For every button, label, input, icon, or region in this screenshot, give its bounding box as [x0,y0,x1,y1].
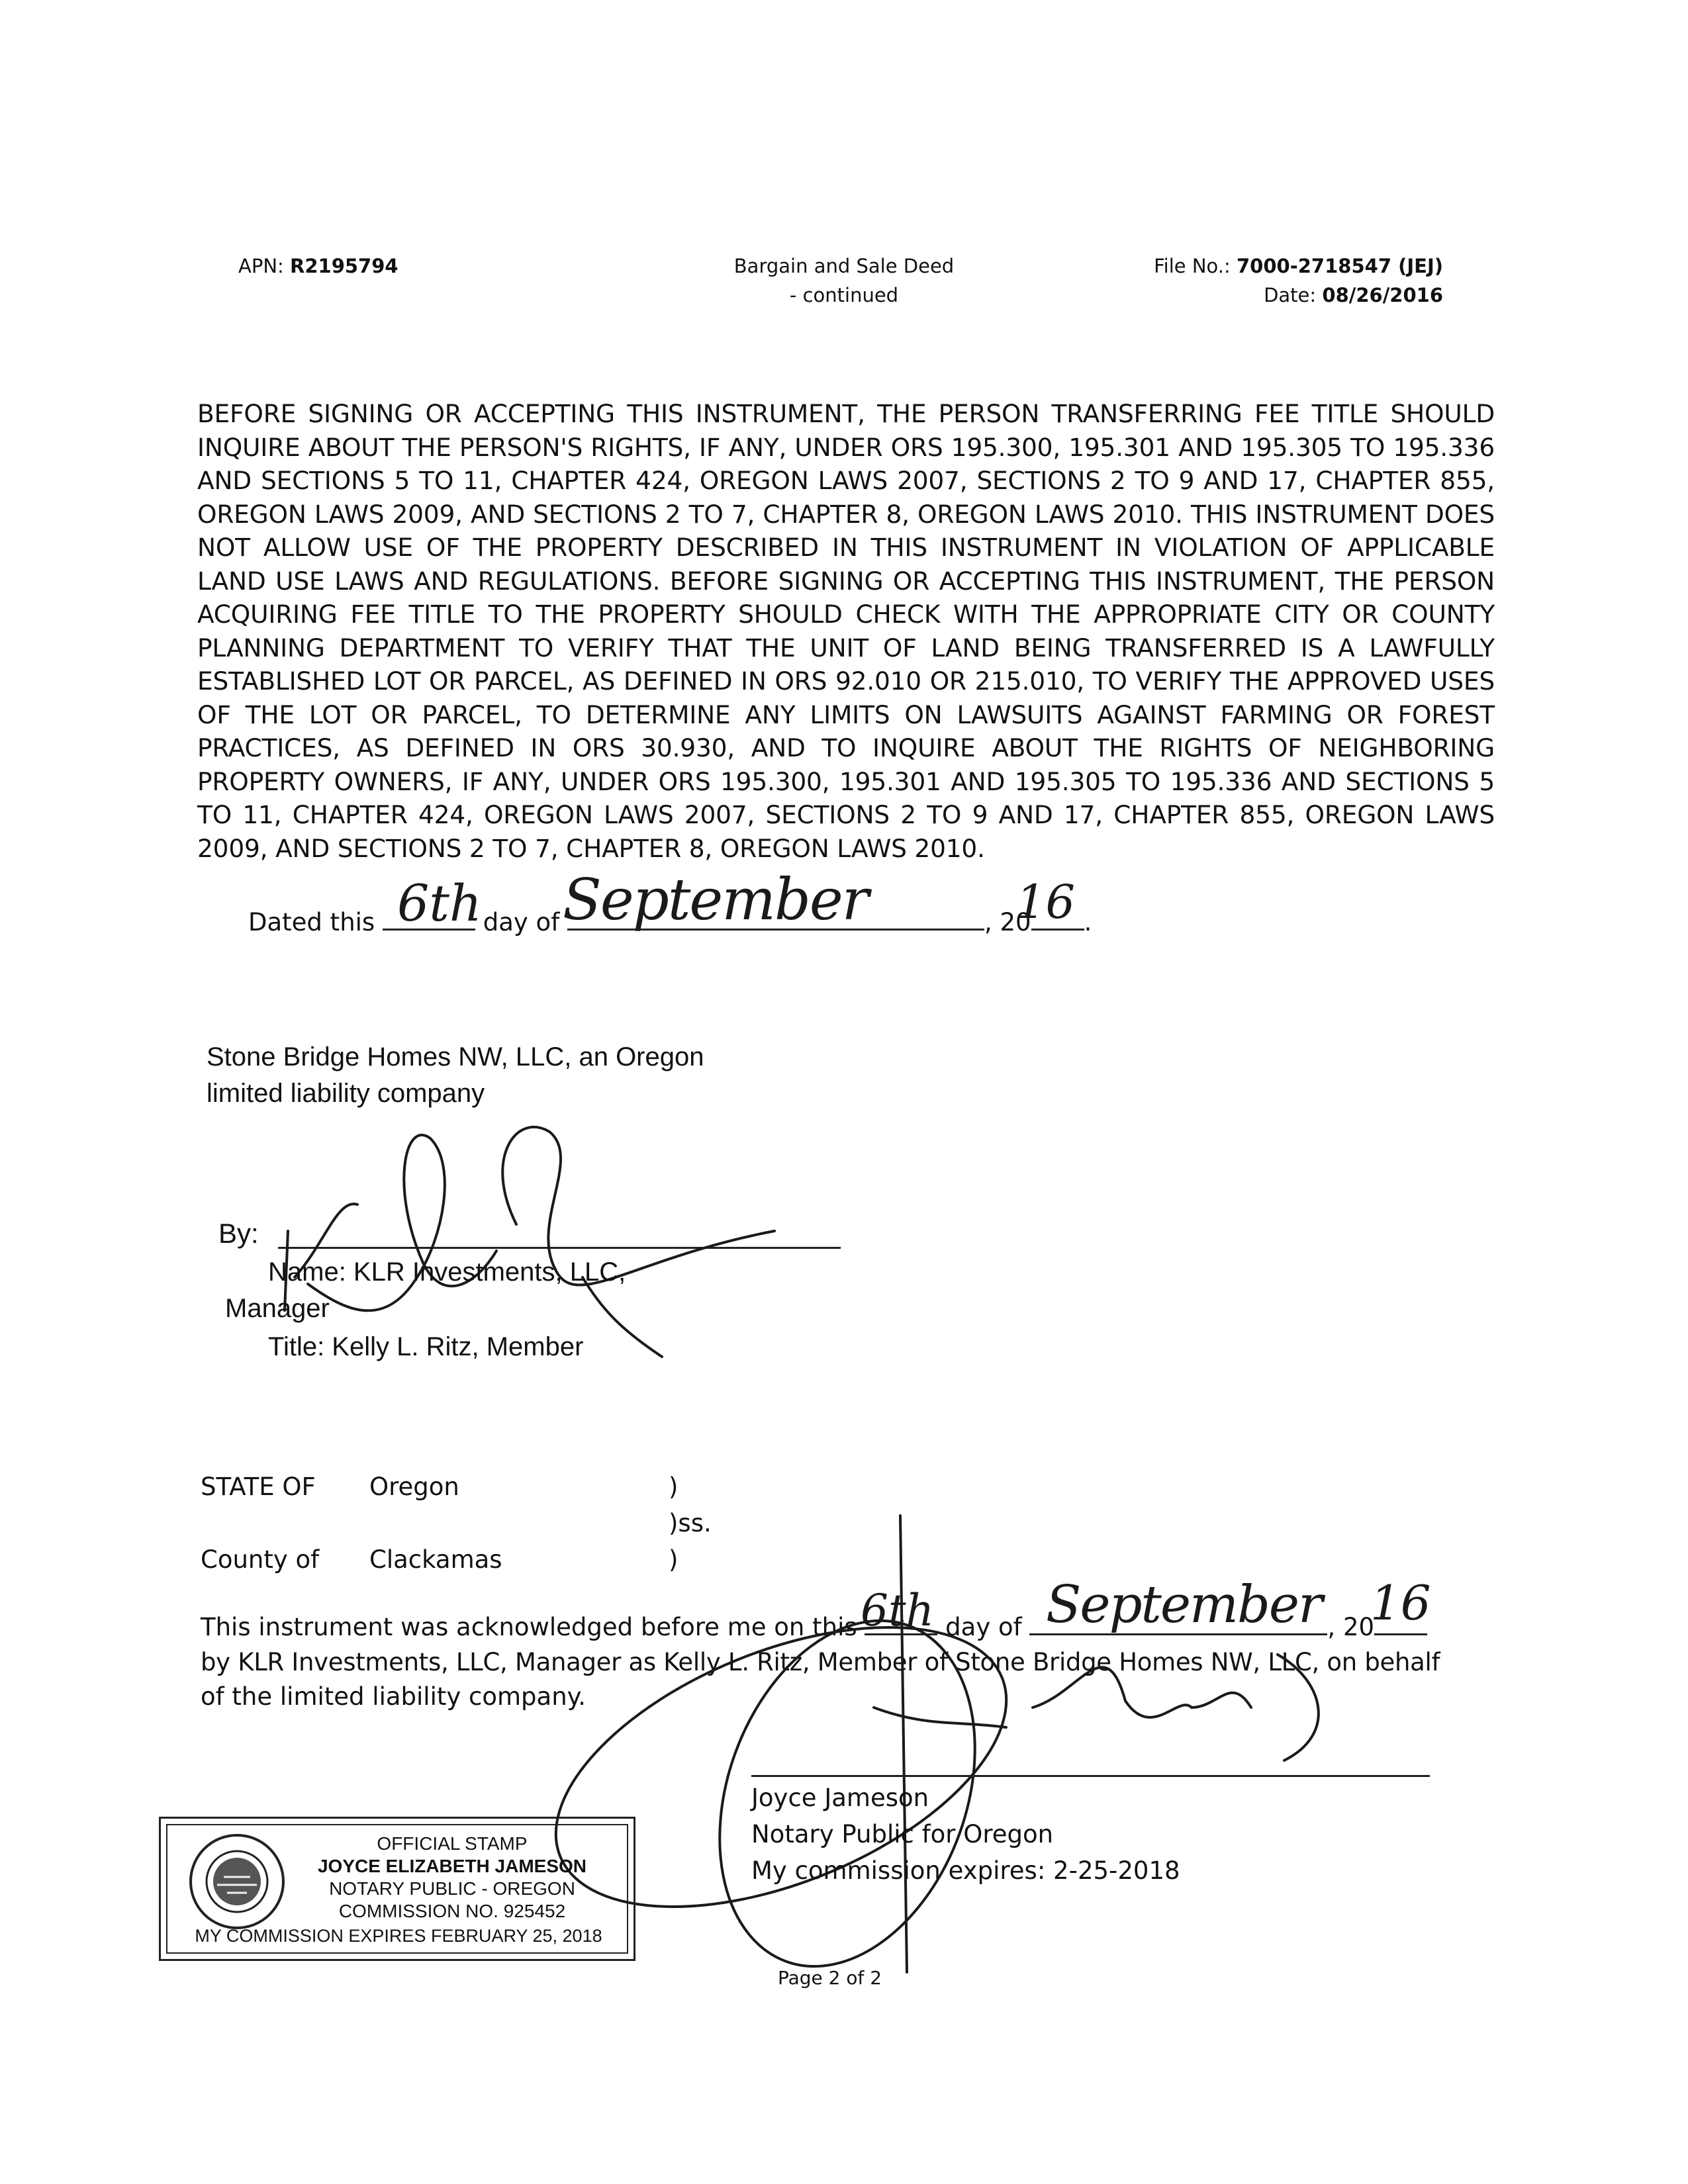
grantor-name-line: Name: KLR Investments, LLC, [268,1257,626,1287]
notary-expires: My commission expires: 2-25-2018 [751,1856,1180,1885]
stamp-line3: NOTARY PUBLIC - OREGON [329,1878,575,1899]
grantor-manager-line: Manager [225,1294,330,1323]
dated-month-handwritten: September [563,867,868,933]
ack-line2: by KLR Investments, LLC, Manager as Kelly L. Ritz, Member of Stone Bridge Homes NW, LLC, on behalf [201,1648,1440,1676]
date-line [1099,281,1443,310]
dated-suffix: . [1084,908,1092,936]
venue-ss: )ss. [669,1509,712,1537]
venue-paren-3: ) [669,1545,679,1574]
dated-day-handwritten: 6th [397,874,482,933]
ack-year-handwritten: 16 [1370,1575,1431,1631]
apn-line [238,251,399,281]
county-label: County of [201,1545,320,1574]
file-info [1099,251,1443,310]
grantor-line2: limited liability company [207,1079,485,1108]
ack-line3: of the limited liability company. [201,1682,586,1711]
file-label: File No.: [1154,255,1231,277]
ors-disclaimer: BEFORE SIGNING OR ACCEPTING THIS INSTRUMENT, THE PERSON TRANSFERRING FEE TITLE SHOULD INQUIRE ABOUT THE PERSON'S RIGHTS, IF ANY, UNDER ORS 195.300, 195.301 AND 195.305 TO 195.336 AND SECTIONS 5 TO 11, CHAPTER 424, OREGON LAWS 2007, SECTIONS 2 TO 9 AND 17, CHAPTER 855, OREGON LAWS 2009, AND SECTIONS 2 TO 7, CHAPTER 8, OREGON LAWS 2010. THIS INSTRUMENT DOES NOT ALLOW USE OF THE PROPERTY DESCRIBED IN THIS INSTRUMENT IN VIOLATION OF APPLICABLE LAND USE LAWS AND REGULATIONS. BEFORE SIGNING OR ACCEPTING THIS INSTRUMENT, THE PERSON ACQUIRING FEE TITLE TO THE PROPERTY SHOULD CHECK WITH THE APPROPRIATE CITY OR COUNTY PLANNING DEPARTMENT TO VERIFY THAT THE UNIT OF LAND BEING TRANSFERRED IS A LAWFULLY ESTABLISHED LOT OR PARCEL, AS DEFINED IN ORS 92.010 OR 215.010, TO VERIFY THE APPROVED USES OF THE LOT OR PARCEL, TO DETERMINE ANY LIMITS ON LAWSUITS AGAINST FARMING OR FOREST PRACTICES, AS DEFINED IN ORS 30.930, AND TO INQUIRE ABOUT THE RIGHTS OF NEIGHBORING PROPERTY OWNERS, IF ANY, UNDER ORS 195.300, 195.301 AND 195.305 TO 195.336 AND SECTIONS 5 TO 11, CHAPTER 424, OREGON LAWS 2007, SECTIONS 2 TO 9 AND 17, CHAPTER 855, OREGON LAWS 2009, AND SECTIONS 2 TO 7, CHAPTER 8, OREGON LAWS 2010. [197,399,1495,863]
grantor-title-line: Title: Kelly L. Ritz, Member [268,1332,584,1361]
date-label: Date: [1264,284,1317,306]
file-value: 7000-2718547 (JEJ) [1237,255,1443,277]
doc-title [688,251,1000,310]
stamp-line2: JOYCE ELIZABETH JAMESON [317,1856,587,1876]
stamp-line4: COMMISSION NO. 925452 [338,1901,566,1921]
ack-month-handwritten: September [1046,1575,1322,1635]
doc-title-line1: Bargain and Sale Deed [733,255,955,277]
page-number: Page 2 of 2 [778,1967,882,1989]
ack-year-prefix: , 20 [1327,1613,1375,1641]
grantor-line1: Stone Bridge Homes NW, LLC, an Oregon [207,1042,704,1071]
notary-signature [530,1509,1456,1972]
notary-name: Joyce Jameson [751,1784,929,1812]
date-value: 08/26/2016 [1322,284,1443,306]
file-line [1099,251,1443,281]
dated-year-handwritten: 16 [1016,875,1076,929]
oregon-seal-icon [187,1832,287,1931]
doc-title-line2: - continued [789,284,899,306]
dated-prefix: Dated this [248,908,375,936]
dated-year-prefix: , 20 [984,908,1031,936]
grantor-signature [265,1112,861,1330]
state-label: STATE OF [201,1473,316,1501]
apn-value: R2195794 [290,255,399,277]
notary-title: Notary Public for Oregon [751,1820,1054,1848]
ack-prefix: This instrument was acknowledged before me on this [201,1613,857,1641]
ack-day-handwritten: 6th [861,1585,935,1636]
notary-stamp [159,1817,635,1961]
state-value: Oregon [369,1473,459,1501]
notary-signature-line [751,1775,1430,1777]
dated-day-label: day of [483,908,560,936]
stamp-line1: OFFICIAL STAMP [377,1833,528,1854]
by-label: By: [218,1218,259,1249]
stamp-line5: MY COMMISSION EXPIRES FEBRUARY 25, 2018 [195,1926,602,1946]
county-value: Clackamas [369,1545,502,1574]
apn-label: APN: [238,255,284,277]
ack-day-label: day of [945,1613,1022,1641]
venue-paren-1: ) [669,1473,679,1501]
